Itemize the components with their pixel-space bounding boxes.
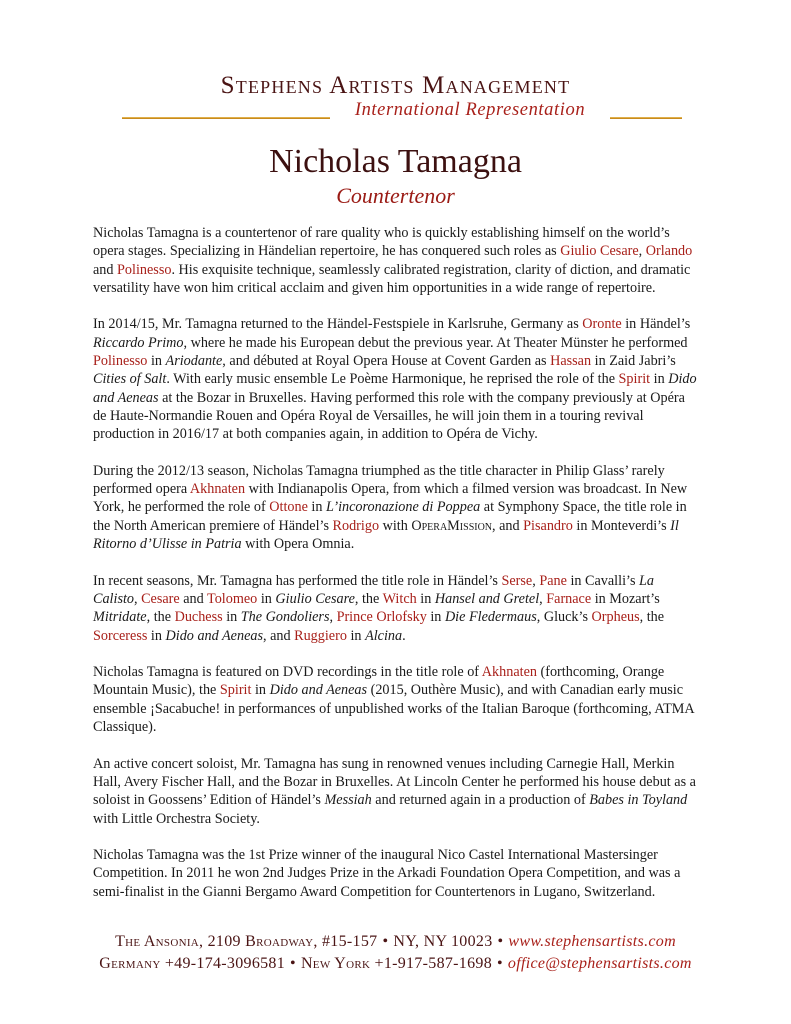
- bio-text: An active concert soloist, Mr. Tamagna has sung in renowned venues including Carnegie Hall, Merkin Hall, Avery Fischer Hall, and the Bozar in Bruxelles. At Lincoln Center he performed his house debut as a soloist in Goossens’ Edition of Händel’s: [93, 755, 696, 809]
- bio-text: in: [222, 609, 241, 626]
- bio-text: , and: [262, 627, 295, 644]
- work-title: La Calisto: [93, 572, 655, 607]
- bio-paragraph: [93, 462, 698, 553]
- bio-paragraph: [93, 224, 698, 297]
- role-name: Pisandro: [523, 517, 573, 534]
- agency-tagline: International Representation: [354, 100, 586, 120]
- bio-text: , and: [492, 517, 524, 534]
- bio-text: in: [147, 353, 166, 370]
- role-name: Ottone: [269, 499, 308, 516]
- left-gold-rule: [122, 117, 330, 119]
- bio-text: (forthcoming, Orange Mountain Music), the: [93, 664, 665, 699]
- work-title: Mitridate: [93, 609, 147, 626]
- bio-text: ,: [329, 609, 337, 626]
- bio-text: in: [650, 371, 669, 388]
- bio-text: in Monteverdi’s: [572, 517, 671, 534]
- footer-email-link[interactable]: office@stephensartists.com: [507, 955, 692, 972]
- bio-text: .: [402, 627, 406, 644]
- bio-text: ,: [638, 243, 646, 260]
- work-title: Il Ritorno d’Ulisse in Patria: [93, 517, 679, 553]
- role-name: Witch: [382, 590, 417, 607]
- work-title: Babes in Toyland: [589, 792, 688, 809]
- bio-text: in: [426, 609, 445, 626]
- work-title: Giulio Cesare: [275, 590, 355, 607]
- work-title: Dido and Aeneas: [165, 627, 263, 644]
- role-name: Serse: [501, 572, 533, 589]
- work-title: Ariodante: [165, 353, 223, 370]
- bio-text: in Cavalli’s: [566, 572, 640, 589]
- role-name: Akhnaten: [481, 664, 537, 681]
- footer-address: The Ansonia, 2109 Broadway, #15-157: [115, 933, 378, 950]
- company-name: OperaMission: [411, 517, 493, 534]
- bio-paragraph: [93, 755, 698, 828]
- bio-text: with: [379, 517, 412, 534]
- bio-paragraph: [93, 846, 698, 901]
- bio-text: and: [93, 261, 118, 278]
- bio-text: , the: [146, 609, 175, 626]
- artist-name: Nicholas Tamagna: [269, 143, 522, 180]
- work-title: The Gondoliers: [240, 609, 330, 626]
- role-name: Polinesso: [93, 353, 148, 370]
- role-name: Farnace: [546, 590, 592, 607]
- bio-text: In recent seasons, Mr. Tamagna has performed the title role in Händel’s: [93, 572, 502, 589]
- right-gold-rule: [610, 117, 682, 119]
- role-name: Polinesso: [117, 261, 172, 278]
- bio-text: in Mozart’s: [591, 590, 660, 607]
- role-name: Pane: [539, 572, 567, 589]
- role-name: Prince Orlofsky: [336, 609, 427, 626]
- bio-text: at the Bozar in Bruxelles. Having performed this role with the company previously at Opéra de Haute-Normandie Rouen and Opéra Royal de Versailles, he will join them in a touring revival production in 2016/17 at both companies again, in addition to Opéra de Vichy.: [93, 389, 685, 443]
- work-title: Hansel and Gretel: [434, 590, 540, 607]
- bio-paragraph: [93, 572, 698, 645]
- role-name: Sorceress: [93, 627, 148, 644]
- bio-paragraph: [93, 663, 698, 736]
- footer-phone-new-york: New York +1-917-587-1698: [300, 955, 493, 972]
- footer-city: NY, NY 10023: [393, 933, 493, 950]
- bio-text: with Indianapolis Opera, from which a filmed version was broadcast. In New York, he performed the role of: [93, 481, 688, 516]
- bio-text: in: [416, 590, 435, 607]
- role-name: Hassan: [550, 353, 592, 370]
- role-name: Spirit: [219, 682, 252, 699]
- role-name: Tolomeo: [207, 590, 258, 607]
- role-name: Rodrigo: [332, 517, 380, 534]
- role-name: Cesare: [141, 590, 180, 607]
- work-title: Cities of Salt: [93, 371, 167, 388]
- bio-text: Nicholas Tamagna is featured on DVD recordings in the title role of: [93, 664, 482, 681]
- bio-text: In 2014/15, Mr. Tamagna returned to the Händel-Festspiele in Karlsruhe, Germany as: [93, 316, 583, 333]
- bio-text: with Little Orchestra Society.: [93, 810, 260, 827]
- bio-text: Nicholas Tamagna was the 1st Prize winner of the inaugural Nico Castel International Mastersinger Competition. In 2011 he won 2nd Judges Prize in the Arkadi Foundation Opera Competition, and was a semi-finalist in the Gianni Bergamo Award Competition for Countertenors in Lugano, Switzerland.: [93, 847, 681, 900]
- bio-text: (2015, Outhère Music), and with Canadian early music ensemble ¡Sacabuche! in performances of unpublished works of the Italian Baroque (forthcoming, ATMA Classique).: [93, 682, 694, 736]
- bio-text: , the: [639, 609, 665, 626]
- work-title: Die Fledermaus: [444, 609, 537, 626]
- bio-text: and: [179, 590, 208, 607]
- bio-text: ,: [134, 590, 142, 607]
- bio-text: . With early music ensemble Le Poème Harmonique, he reprised the role of the: [166, 371, 619, 388]
- role-name: Spirit: [618, 371, 651, 388]
- bio-text: . His exquisite technique, seamlessly calibrated registration, clarity of diction, and dramatic versatility have won him critical acclaim and given him opportunities in a wide range of repertoire.: [93, 261, 691, 296]
- role-name: Akhnaten: [189, 481, 246, 498]
- bio-text: ,: [539, 590, 547, 607]
- tagline-row: [122, 101, 682, 125]
- work-title: Messiah: [324, 792, 372, 809]
- footer-line-address: [0, 933, 791, 951]
- bio-text: in: [346, 627, 366, 644]
- role-name: Orlando: [645, 243, 693, 260]
- bio-text: and returned again in a production of: [371, 792, 590, 809]
- biography: [93, 224, 698, 919]
- role-name: Oronte: [582, 316, 622, 333]
- footer-separator: •: [497, 955, 503, 972]
- bio-text: at Symphony Space, the title role in the North American premiere of Händel’s: [93, 499, 687, 534]
- bio-text: , and débuted at Royal Opera House at Covent Garden as: [222, 353, 551, 370]
- bio-text: in Händel’s: [621, 316, 691, 333]
- footer-separator: •: [497, 933, 504, 950]
- bio-text: in Zaid Jabri’s: [591, 353, 676, 370]
- footer-phone-germany: Germany +49-174-3096581: [99, 955, 286, 972]
- bio-text: with Opera Omnia.: [241, 536, 355, 553]
- footer-line-contact: [0, 955, 791, 973]
- agency-name: Stephens Artists Management: [220, 72, 571, 99]
- bio-text: , Gluck’s: [536, 609, 592, 626]
- footer-separator: •: [290, 955, 296, 972]
- role-name: Ruggiero: [294, 627, 347, 644]
- footer-separator: •: [382, 933, 389, 950]
- bio-text: , where he made his European debut the previous year. At Theater Münster he performed: [183, 334, 688, 351]
- bio-text: Nicholas Tamagna is a countertenor of rare quality who is quickly establishing himself on the world’s opera stages. Specializing in Händelian repertoire, he has conquered such roles as: [93, 225, 670, 260]
- artist-voice-type: Countertenor: [336, 183, 455, 208]
- work-title: L’incoronazione di Poppea: [326, 499, 481, 516]
- bio-text: in: [257, 590, 276, 607]
- role-name: Duchess: [174, 609, 223, 626]
- work-title: Dido and Aeneas: [93, 371, 697, 406]
- work-title: Dido and Aeneas: [269, 682, 368, 699]
- role-name: Giulio Cesare: [560, 243, 639, 260]
- work-title: Riccardo Primo: [93, 334, 184, 351]
- bio-text: in: [251, 682, 270, 699]
- work-title: Alcina: [365, 627, 403, 644]
- bio-text: ,: [532, 572, 540, 589]
- bio-text: , the: [354, 590, 383, 607]
- footer-website-link[interactable]: www.stephensartists.com: [508, 933, 676, 950]
- role-name: Orpheus: [591, 609, 640, 626]
- bio-text: in: [147, 627, 166, 644]
- bio-text: in: [307, 499, 327, 516]
- bio-text: During the 2012/13 season, Nicholas Tamagna triumphed as the title character in Philip Glass’ rarely performed opera: [93, 462, 665, 498]
- bio-paragraph: [93, 315, 698, 443]
